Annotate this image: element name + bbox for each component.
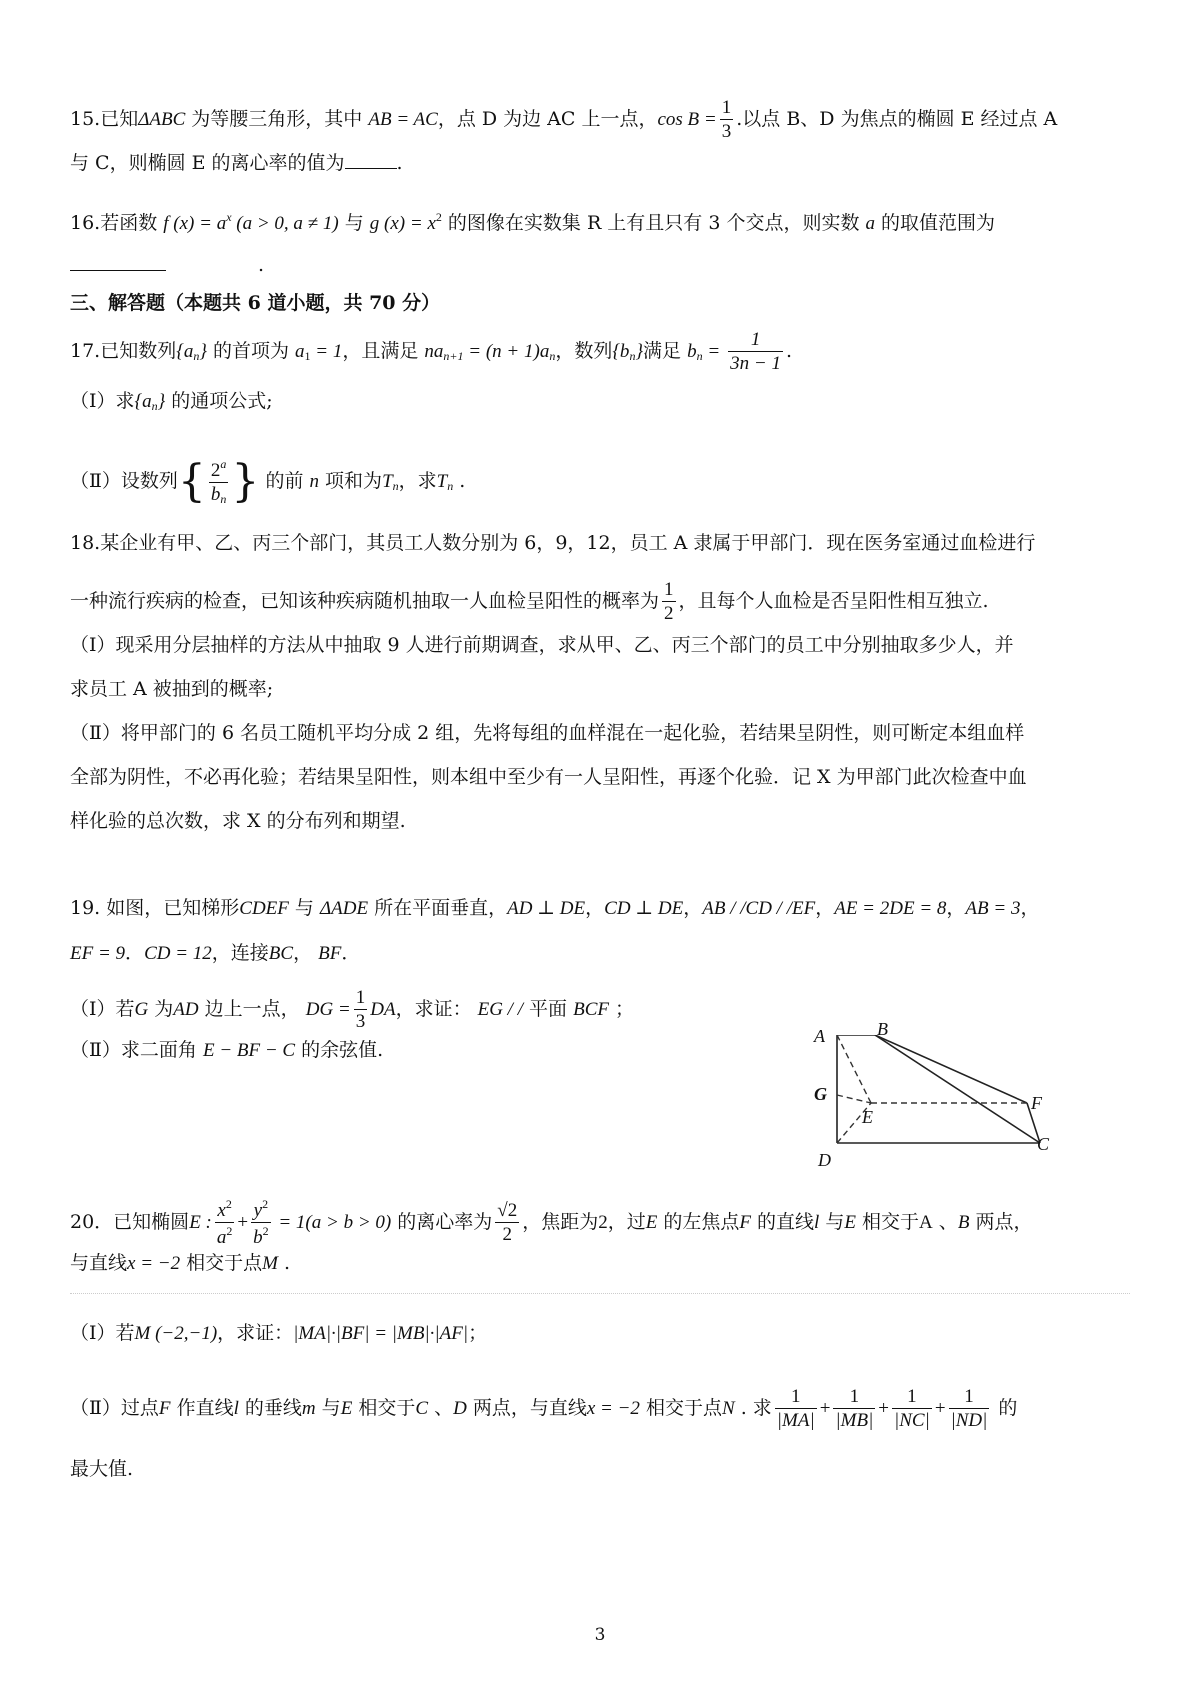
math: +	[934, 1397, 946, 1419]
text: 项和为	[319, 469, 383, 492]
fraction: $\frac{1}{|ND|}$	[950, 1386, 988, 1431]
math: E :	[189, 1211, 212, 1233]
text: 的	[992, 1396, 1018, 1419]
text: 的垂线	[238, 1396, 302, 1419]
math: l	[233, 1397, 239, 1419]
text: 的左焦点	[657, 1210, 740, 1233]
math: AE = 2DE = 8	[834, 898, 947, 919]
q18-part2-line3: 样化验的总次数，求 X 的分布列和期望.	[70, 810, 406, 832]
math: +	[819, 1397, 831, 1419]
text: 与直线	[70, 1252, 128, 1274]
math: }	[635, 340, 644, 362]
math: {a	[134, 391, 152, 412]
text: 与	[288, 897, 320, 919]
math: m	[301, 1397, 316, 1419]
text: 19. 如图，已知梯形	[70, 897, 240, 919]
text: ，连接	[211, 942, 269, 964]
label-B: B	[877, 1019, 888, 1039]
text: ，	[585, 897, 605, 919]
label-C: C	[1037, 1134, 1050, 1154]
q19-geometry-figure	[835, 1035, 1045, 1145]
fraction: $\frac{1}{3n - 1}$	[730, 329, 781, 374]
math: }	[199, 340, 207, 362]
math: x = −2	[127, 1253, 181, 1274]
math: A	[919, 1211, 933, 1233]
subscript: n	[392, 478, 399, 493]
q18-part1-line2: 求员工 A 被抽到的概率;	[70, 678, 274, 700]
q17-part1	[70, 386, 273, 421]
text: ，过	[607, 1210, 646, 1233]
math: x = −2	[586, 1397, 640, 1419]
text: ，	[683, 897, 703, 919]
math: DA	[370, 998, 396, 1020]
text: ，	[293, 942, 319, 964]
text: 平面	[523, 997, 574, 1020]
text: ，求证：	[395, 997, 478, 1020]
superscript: x	[226, 210, 232, 224]
text: ，	[946, 897, 966, 919]
q18-line2	[70, 580, 989, 624]
text: ，求证：	[217, 1322, 294, 1344]
math: AB = AC	[368, 108, 438, 130]
q16-line2	[70, 250, 264, 280]
math: M (−2,−1)	[134, 1323, 218, 1344]
q18-part1-line1: （Ⅰ）现采用分层抽样的方法从中抽取 9 人进行前期调查，求从甲、乙、丙三个部门的员工中分别抽取多少人，并	[70, 634, 1014, 656]
math: ΔADE	[319, 898, 369, 919]
math: E	[340, 1397, 353, 1419]
q18-part2-line2: 全部为阴性，不必再化验；若结果呈阳性，则本组中至少有一人呈阳性，再逐个化验．记 X 为甲部门此次检查中血	[70, 766, 1027, 788]
fraction: $\frac{1}{3}$	[355, 987, 366, 1032]
text: 与 C，则椭圆 E 的离心率的值为	[70, 152, 345, 174]
math: T	[382, 470, 393, 492]
text: 相交于	[352, 1396, 416, 1419]
text: .	[258, 254, 265, 276]
text: 20．已知椭圆	[70, 1210, 190, 1233]
subscript: n	[629, 348, 636, 363]
fraction: $\frac{1}{|MA|}$	[776, 1386, 815, 1431]
math: l	[814, 1211, 820, 1233]
right-brace: }	[231, 455, 260, 507]
text: 两点，	[969, 1210, 1033, 1233]
math: a	[865, 213, 876, 234]
math: T	[436, 470, 448, 492]
text: 所在平面垂直，	[368, 897, 508, 919]
text: .	[396, 152, 403, 174]
text: 与	[819, 1210, 845, 1233]
q17-line1	[70, 330, 792, 374]
math: na	[424, 340, 444, 362]
text: ，点 D 为边 AC 上一点，	[437, 107, 658, 130]
text: （Ⅱ）求二面角	[70, 1039, 203, 1061]
fraction: $\frac{y^2}{b^2}$	[253, 1197, 269, 1248]
text: 16.若函数	[70, 212, 164, 234]
text: ，焦距为	[522, 1210, 599, 1233]
text: 为等腰三角形，其中	[185, 107, 369, 130]
text: （Ⅱ）过点	[70, 1396, 159, 1419]
edge-GE	[837, 1095, 871, 1103]
math: B	[957, 1211, 970, 1233]
label-D: D	[818, 1150, 831, 1170]
section-heading: 三、解答题（本题共 6 道小题，共 70 分）	[70, 292, 441, 314]
label-F: F	[1031, 1093, 1042, 1113]
math: = 1	[310, 340, 343, 362]
text: .以点 B、D 为焦点的椭圆 E 经过点 A	[736, 107, 1058, 130]
text: 的通项公式;	[165, 390, 273, 412]
subscript: n	[193, 348, 200, 363]
fraction: $\frac{1}{|MB|}$	[835, 1386, 874, 1431]
text: ，	[1020, 897, 1040, 919]
math: EG / /	[477, 998, 523, 1020]
edge-BC	[875, 1035, 1040, 1143]
math: D	[453, 1397, 467, 1419]
text: . 求	[734, 1396, 772, 1419]
edge-AE	[837, 1035, 871, 1103]
q20-line2	[70, 1248, 290, 1279]
subscript: n	[151, 399, 158, 413]
text: ，	[815, 897, 835, 919]
subscript: n	[447, 478, 454, 493]
text: 相交于点	[180, 1252, 263, 1274]
math: g (x) = x	[369, 213, 436, 234]
text: 满足	[643, 339, 688, 362]
math: M	[262, 1253, 278, 1274]
math: AB / /CD / /EF	[702, 898, 816, 919]
fraction: $\frac{1}{|NC|}$	[894, 1386, 930, 1431]
fraction: $\frac{x^2}{a^2}$	[216, 1197, 233, 1248]
q15-line1	[70, 98, 1057, 142]
text: 的离心率为	[391, 1210, 493, 1233]
q18-part2-line1: （Ⅱ）将甲部门的 6 名员工随机平均分成 2 组，先将每组的血样混在一起化验，若结果呈阴性，则可断定本组血样	[70, 722, 1025, 744]
text: 边上一点，	[198, 997, 306, 1020]
edge-BF	[875, 1035, 1027, 1103]
math: N	[721, 1397, 735, 1419]
math: C	[415, 1397, 429, 1419]
q19-line1	[70, 893, 1039, 924]
math: cos B =	[657, 108, 717, 130]
text: 与	[338, 212, 370, 234]
text: 的首项为	[206, 339, 296, 362]
fraction: $\frac{2^a}{b_n}$	[210, 457, 227, 506]
subscript: 1	[304, 348, 311, 363]
dotted-separator	[70, 1293, 1130, 1294]
math: }	[157, 391, 166, 412]
q17-part2	[70, 455, 466, 507]
math: +	[878, 1397, 890, 1419]
label-A: A	[814, 1026, 825, 1046]
text: 、	[932, 1210, 958, 1233]
math: AB = 3	[965, 898, 1021, 919]
text: ．	[125, 942, 145, 964]
math: BF	[318, 943, 342, 964]
text: ，且满足	[342, 339, 425, 362]
text: 17.已知数列	[70, 339, 177, 362]
subscript: n	[696, 348, 703, 363]
fraction: $\frac{√2}{2}$	[497, 1200, 518, 1245]
math: AD	[173, 998, 199, 1020]
math: =	[702, 340, 721, 362]
math: n	[309, 470, 320, 492]
math: EF = 9	[70, 943, 126, 964]
math: CD = 12	[144, 943, 212, 964]
math: = 1(a > b > 0)	[273, 1211, 392, 1233]
math: AD ⊥ DE	[507, 898, 586, 919]
q20-part2-line2: 最大值.	[70, 1458, 134, 1480]
math: b	[687, 340, 697, 362]
label-G: G	[814, 1084, 827, 1104]
math: {a	[176, 340, 194, 362]
math: E − BF − C	[202, 1040, 296, 1061]
text: 15.已知	[70, 107, 139, 130]
answer-blank	[345, 168, 397, 169]
math: 2	[598, 1211, 608, 1233]
text: 一种流行疾病的检查，已知该种疾病随机抽取一人血检呈阳性的概率为	[70, 589, 660, 612]
math: CD ⊥ DE	[604, 898, 684, 919]
text: ，求	[398, 469, 437, 492]
math: G	[134, 998, 149, 1020]
text: （Ⅰ）若	[70, 1322, 135, 1344]
left-brace: {	[177, 455, 206, 507]
math: BCF	[573, 998, 609, 1020]
text: 的直线	[751, 1210, 815, 1233]
subscript: n+1	[443, 348, 464, 363]
text: 与	[315, 1396, 341, 1419]
math: {b	[612, 340, 630, 362]
math: +	[237, 1211, 249, 1233]
math: E	[645, 1211, 658, 1233]
text: ；	[468, 1322, 488, 1344]
q20-line1	[70, 1198, 1032, 1248]
math: F	[158, 1397, 171, 1419]
math: F	[739, 1211, 751, 1233]
text: ，且每个人血检是否呈阳性相互独立.	[678, 589, 989, 612]
text: ，数列	[555, 339, 613, 362]
text: 的前	[259, 469, 310, 492]
fraction: $\frac{1}{2}$	[664, 579, 674, 624]
math: a	[295, 340, 305, 362]
text: 的图像在实数集 R 上有且只有 3 个交点，则实数	[441, 212, 866, 234]
q19-part2	[70, 1035, 383, 1066]
q16-line1	[70, 202, 995, 239]
text: 为	[148, 997, 174, 1020]
superscript: 2	[435, 210, 442, 224]
q18-line1: 18.某企业有甲、乙、丙三个部门，其员工人数分别为 6，9，12，员工 A 隶属于甲部门．现在医务室通过血检进行	[70, 532, 1036, 554]
text: .	[786, 339, 793, 362]
text: .	[453, 469, 466, 492]
math: f (x) = a	[163, 213, 227, 234]
fraction: $\frac{1}{3}$	[721, 97, 732, 142]
q15-line2	[70, 148, 403, 178]
text: 、	[428, 1396, 454, 1419]
text: （Ⅰ）求	[70, 390, 135, 412]
answer-blank	[70, 270, 166, 271]
text: 两点，与直线	[466, 1396, 587, 1419]
text: 相交于点	[639, 1396, 722, 1419]
text: 的余弦值.	[295, 1039, 384, 1061]
math: DG =	[305, 998, 351, 1020]
math: BC	[268, 943, 294, 964]
q19-part1	[70, 988, 634, 1032]
q20-part1	[70, 1318, 487, 1349]
text: ；	[608, 997, 635, 1020]
text: 相交于	[855, 1210, 920, 1233]
text: ．	[341, 942, 361, 964]
label-E: E	[862, 1107, 873, 1127]
text: 的取值范围为	[875, 212, 996, 234]
math: |MA|·|BF| = |MB|·|AF|	[293, 1323, 469, 1344]
math: = (n + 1)a	[463, 340, 550, 362]
text: 作直线	[170, 1396, 234, 1419]
subscript: n	[549, 348, 556, 363]
text: （Ⅰ）若	[70, 997, 135, 1020]
math: CDEF	[239, 898, 289, 919]
text: （Ⅱ）设数列	[70, 469, 178, 492]
q20-part2	[70, 1387, 1017, 1431]
page-number: 3	[594, 1625, 606, 1645]
math: (a > 0, a ≠ 1)	[231, 213, 339, 234]
math: ΔABC	[138, 108, 186, 130]
text: .	[277, 1252, 291, 1274]
math: E	[844, 1211, 856, 1233]
q19-line2	[70, 938, 360, 969]
